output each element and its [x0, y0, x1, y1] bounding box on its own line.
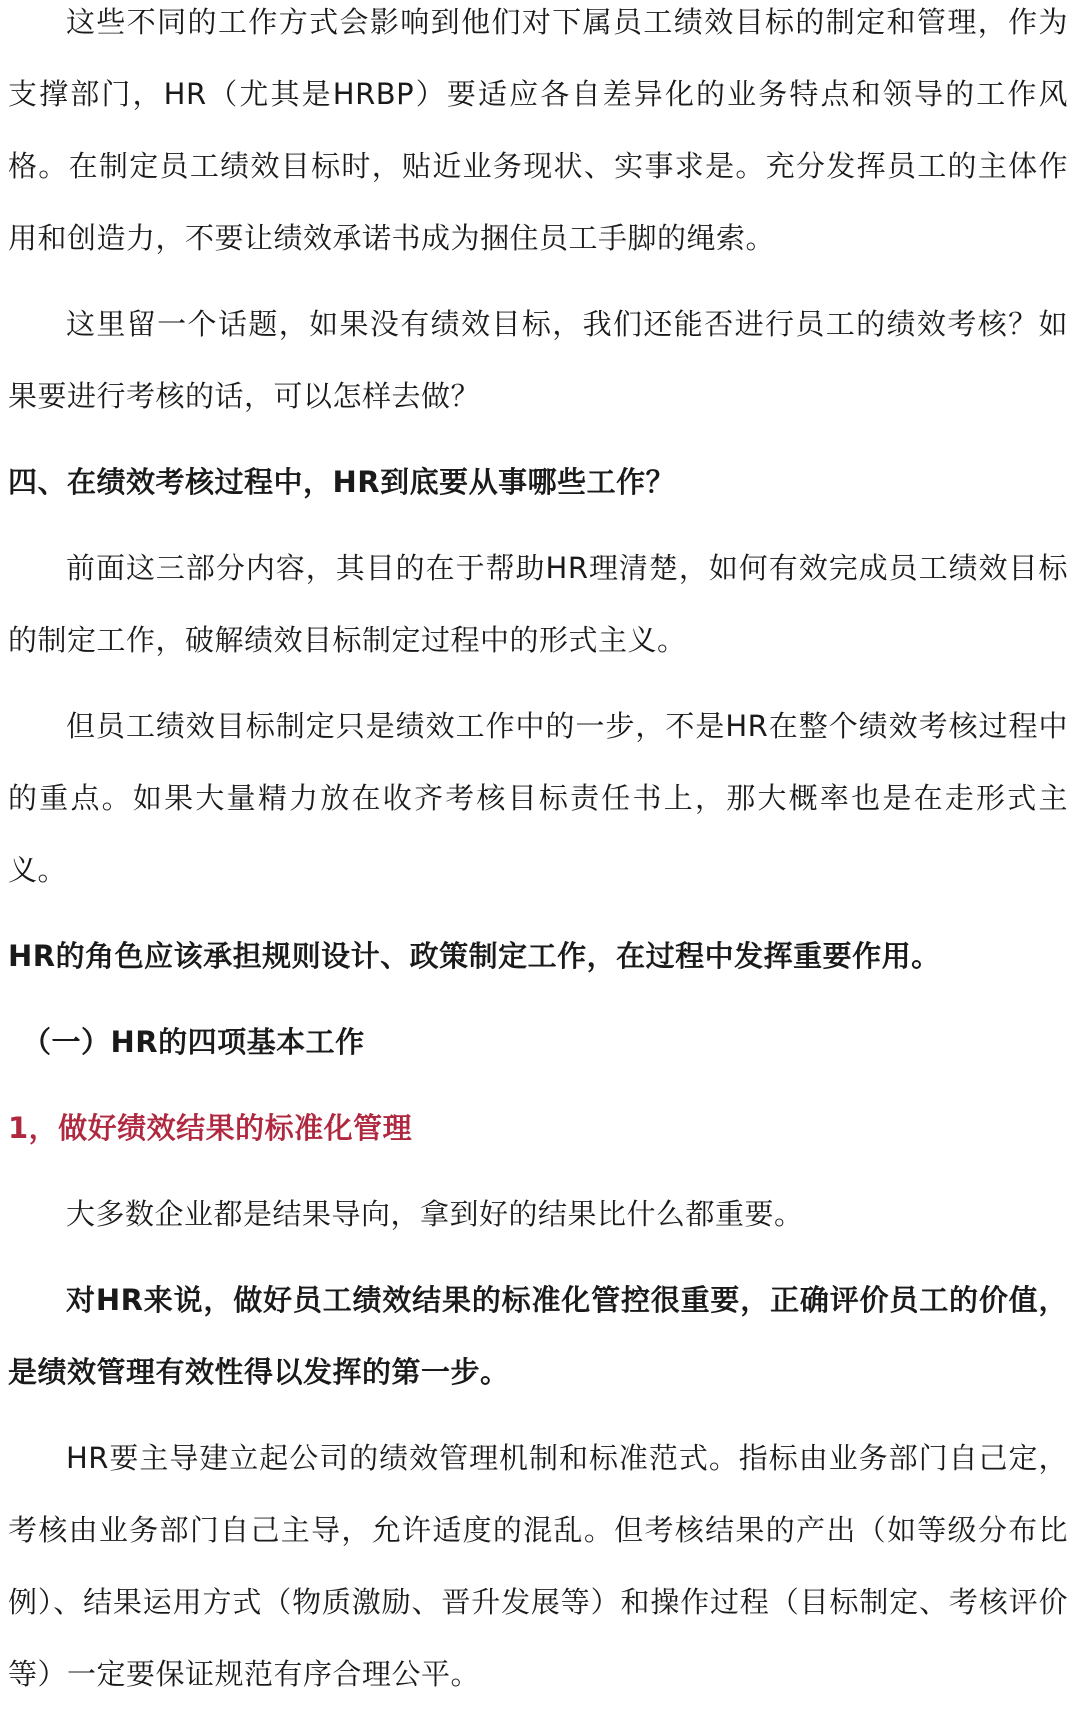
- paragraph-open-question: 这里留一个话题，如果没有绩效目标，我们还能否进行员工的绩效考核？如果要进行考核的话，可以怎样去做？: [8, 307, 1068, 413]
- subheading-four-basic-tasks: （一）HR的四项基本工作: [22, 1025, 365, 1059]
- paragraph-first-three-parts: 前面这三部分内容，其目的在于帮助HR理清楚，如何有效完成员工绩效目标的制定工作，破解绩效目标制定过程中的形式主义。: [8, 551, 1068, 657]
- paragraph-hr-role: HR的角色应该承担规则设计、政策制定工作，在过程中发挥重要作用。: [8, 939, 941, 973]
- section-heading-4: 四、在绩效考核过程中，HR到底要从事哪些工作？: [8, 465, 676, 499]
- paragraph-work-styles: 这些不同的工作方式会影响到他们对下属员工绩效目标的制定和管理，作为支撑部门，HR（尤其是HRBP）要适应各自差异化的业务特点和领导的工作风格。在制定员工绩效目标时，贴近业务现状、实事求是。充分发挥员工的主体作用和创造力，不要让绩效承诺书成为捆住员工手脚的绳索。: [8, 5, 1068, 255]
- paragraph-result-oriented: 大多数企业都是结果导向，拿到好的结果比什么都重要。: [66, 1197, 804, 1231]
- paragraph-hr-standardization-key: 对HR来说，做好员工绩效结果的标准化管控很重要，正确评价员工的价值，是绩效管理有效性得以发挥的第一步。: [8, 1283, 1068, 1389]
- paragraph-hr-mechanism: HR要主导建立起公司的绩效管理机制和标准范式。指标由业务部门自己定，考核由业务部门自己主导，允许适度的混乱。但考核结果的产出（如等级分布比例）、结果运用方式（物质激励、晋升发展等）和操作过程（目标制定、考核评价等）一定要保证规范有序合理公平。: [8, 1441, 1068, 1691]
- item-heading-standardization: 1，做好绩效结果的标准化管理: [8, 1111, 413, 1145]
- paragraph-goal-setting-one-step: 但员工绩效目标制定只是绩效工作中的一步，不是HR在整个绩效考核过程中的重点。如果大量精力放在收齐考核目标责任书上，那大概率也是在走形式主义。: [8, 709, 1068, 887]
